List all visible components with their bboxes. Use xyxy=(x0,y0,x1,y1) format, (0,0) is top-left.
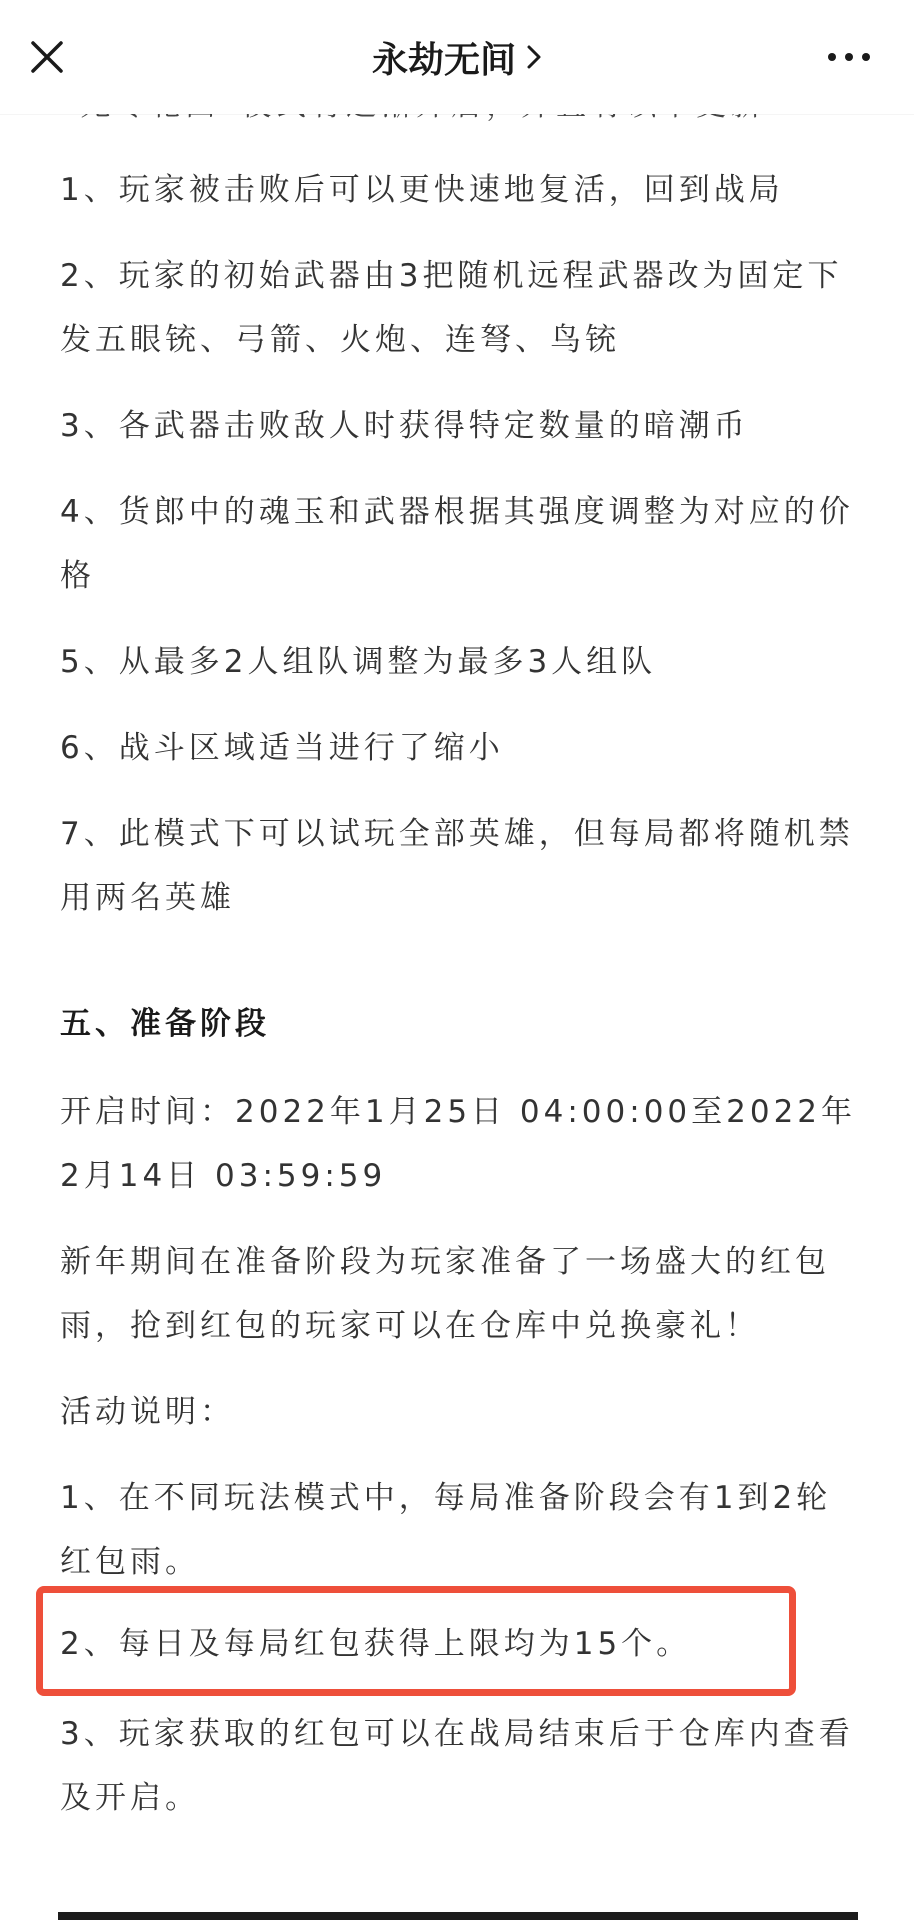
list-item: 1、玩家被击败后可以更快速地复活，回到战局 xyxy=(60,172,784,208)
list-item: 5、从最多2人组队调整为最多3人组队 xyxy=(60,644,657,680)
intro-text: 新年期间在准备阶段为玩家准备了一场盛大的红包雨，抢到红包的玩家可以在仓库中兑换豪礼！ xyxy=(60,1244,830,1344)
list-item: 2、玩家的初始武器由3把随机远程武器改为固定下发五眼铳、弓箭、火炮、连弩、鸟铳 xyxy=(60,258,843,358)
chevron-right-icon xyxy=(526,43,542,71)
account-name-link[interactable] xyxy=(150,26,764,88)
list-item: 4、货郎中的魂玉和武器根据其强度调整为对应的价格 xyxy=(60,494,854,594)
more-horizontal-icon xyxy=(828,53,836,61)
notes-label: 活动说明： xyxy=(60,1394,235,1430)
more-button[interactable] xyxy=(804,26,894,88)
list-item: 1、在不同玩法模式中，每局准备阶段会有1到2轮红包雨。 xyxy=(60,1480,832,1580)
more-dot xyxy=(862,53,870,61)
highlight-annotation-box xyxy=(36,1586,796,1696)
highlighted-list-item: 2、每日及每局红包获得上限均为15个。 xyxy=(60,1626,692,1662)
list-item: 3、玩家获取的红包可以在战局结束后于仓库内查看及开启。 xyxy=(60,1716,854,1816)
page-title: 永劫无间 xyxy=(371,39,516,81)
list-item: 3、各武器击败敌人时获得特定数量的暗潮币 xyxy=(60,408,749,444)
next-image-edge xyxy=(58,1912,858,1920)
open-time-text: 开启时间：2022年1月25日 04:00:00至2022年2月14日 03:59:59 xyxy=(60,1094,857,1194)
navigation-bar xyxy=(0,0,914,114)
more-dot xyxy=(845,53,853,61)
list-item: 6、战斗区域适当进行了缩小 xyxy=(60,730,504,766)
close-icon xyxy=(30,40,64,74)
close-button[interactable] xyxy=(20,26,74,88)
list-item: 7、此模式下可以试玩全部英雄，但每局都将随机禁用两名英雄 xyxy=(60,816,854,916)
section-heading: 五、准备阶段 xyxy=(60,1006,270,1042)
